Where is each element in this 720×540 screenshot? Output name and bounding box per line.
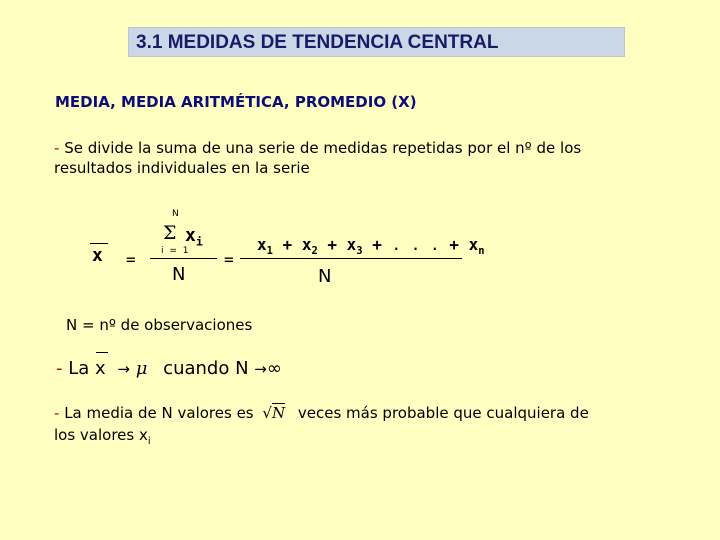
- term-xn-sub: n: [478, 245, 485, 258]
- definition-paragraph: [54, 138, 654, 178]
- limit-x-bar: [96, 352, 108, 353]
- infinity-symbol: ∞: [266, 358, 282, 379]
- fraction-line-1: [150, 258, 217, 259]
- sqrt-icon: √: [262, 404, 272, 422]
- plus-3: +: [372, 235, 382, 254]
- term-x1: x: [257, 235, 267, 254]
- probability-text-1: La media de N valores es: [64, 404, 254, 422]
- limit-la: La: [68, 358, 90, 379]
- sum-var-sub: i: [195, 234, 203, 249]
- limit-arrow-icon-2: →: [254, 360, 267, 378]
- formula-lhs: x: [92, 245, 103, 266]
- probability-line-1: [54, 402, 674, 424]
- sqrt-argument: N: [271, 404, 286, 422]
- definition-text: Se divide la suma de una serie de medidas repetidas por el nº de los resultados individuales en la serie: [54, 139, 582, 177]
- expanded-sum: [257, 235, 484, 257]
- probability-line-2: [54, 424, 674, 453]
- plus-2: +: [327, 235, 338, 254]
- section-title: 3.1 MEDIDAS DE TENDENCIA CENTRAL: [128, 27, 625, 57]
- term-x2-sub: 2: [311, 245, 318, 258]
- n-definition: N = nº de observaciones: [66, 316, 253, 334]
- plus-4: +: [449, 235, 459, 254]
- limit-dash: -: [56, 358, 63, 379]
- term-x1-sub: 1: [266, 245, 273, 258]
- sum-lower-limit: i = 1: [161, 246, 189, 256]
- bullet-dash: -: [54, 139, 60, 157]
- sum-var-x: x: [185, 225, 196, 246]
- limit-var: x: [95, 358, 106, 379]
- term-x3-sub: 3: [356, 245, 363, 258]
- sum-upper-limit: N: [172, 209, 179, 219]
- ellipsis: . . .: [391, 235, 440, 254]
- limit-when: cuando N: [163, 358, 249, 379]
- plus-1: +: [282, 235, 293, 254]
- formula-equals-2: =: [224, 250, 234, 269]
- probability-sub: i: [147, 436, 151, 447]
- probability-dash: -: [54, 404, 60, 422]
- denominator-2: N: [318, 266, 332, 287]
- probability-statement: [54, 402, 674, 453]
- formula-equals-1: =: [126, 250, 136, 269]
- probability-text-2: veces más probable que cualquiera de: [297, 404, 589, 422]
- mu-symbol: μ: [135, 358, 148, 379]
- probability-text-3: los valores x: [54, 426, 148, 444]
- x-bar-line: [90, 243, 108, 244]
- term-xn: x: [468, 235, 479, 254]
- term-x2: x: [301, 235, 312, 254]
- definition-heading: MEDIA, MEDIA ARITMÉTICA, PROMEDIO (X): [55, 93, 417, 111]
- term-x3: x: [346, 235, 357, 254]
- limit-arrow-icon: →: [117, 360, 130, 378]
- limit-line: [56, 358, 282, 379]
- sigma-symbol: Σ: [163, 222, 177, 244]
- fraction-line-2: [240, 258, 462, 259]
- denominator-1: N: [172, 264, 186, 285]
